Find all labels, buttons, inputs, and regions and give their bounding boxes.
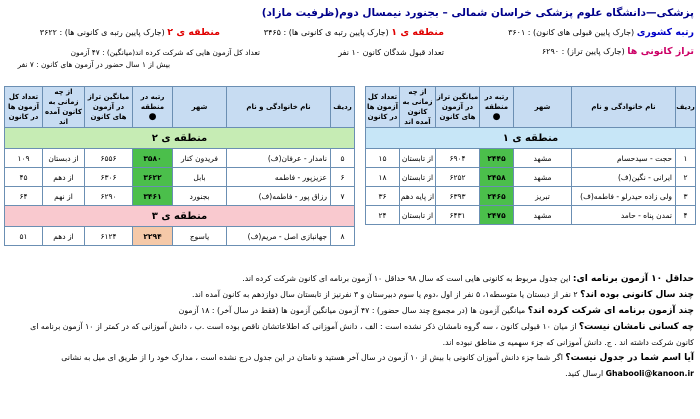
cell-total: ۲۴ bbox=[366, 206, 400, 225]
cell-idx: ۶ bbox=[331, 168, 355, 187]
note-1-question: حداقل ۱۰ آزمون برنامه ای: bbox=[572, 274, 694, 284]
cell-avg: ۶۴۳۱ bbox=[436, 206, 480, 225]
cell-name: حجت - سیدحسام bbox=[572, 149, 676, 168]
region1-table bbox=[365, 86, 696, 225]
note-2 bbox=[6, 287, 694, 303]
note-4b: کانون شرکت داشته اند . ج. دانش آموزانی که جزء سهمیه ی مناطق نبوده اند. bbox=[442, 338, 694, 347]
col-avg: میانگین تراز در آزمون های کانون bbox=[85, 87, 133, 128]
note-5b bbox=[6, 366, 694, 381]
rank-text: (جارک پایین قبولی های کانون) : ۳۶۰۱ bbox=[508, 28, 635, 37]
note-3 bbox=[6, 303, 694, 319]
cell-idx: ۵ bbox=[331, 149, 355, 168]
taraz-text: (جارک پایین تراز) : ۶۲۹۰ bbox=[541, 47, 625, 56]
cell-city: تبریز bbox=[514, 187, 572, 206]
note-2-answer: ۲ نفر از دبستان یا متوسطه۱، ۵ نفر از اول ،دوم یا سوم دبیرستان و ۳ نفرنیز از تابستان سال دوازدهم به کانون آمده اند. bbox=[192, 290, 578, 299]
note-1-answer: این جدول مربوط به کانونی هایی است که سال ۹۸ حداقل ۱۰ آزمون برنامه ای کانون شرکت کرده اند. bbox=[242, 274, 571, 283]
table-row bbox=[5, 227, 355, 246]
region1-row bbox=[366, 128, 696, 149]
col-name: نام خانوادگی و نام bbox=[572, 87, 676, 128]
cell-name: رزاق پور - فاطمه(ف) bbox=[227, 187, 331, 206]
cell-city: مشهد bbox=[514, 149, 572, 168]
col-city: شهر bbox=[173, 87, 227, 128]
cell-avg: ۶۵۵۶ bbox=[85, 149, 133, 168]
note-4-question: چه کسانی نامشان نیست؟ bbox=[578, 322, 694, 332]
col-avg: میانگین تراز در آزمون های کانون bbox=[436, 87, 480, 128]
cell-total: ۱۰۹ bbox=[5, 149, 43, 168]
table-row bbox=[5, 149, 355, 168]
table-row bbox=[366, 206, 696, 225]
cell-city: بابل bbox=[173, 168, 227, 187]
total-exams-text: تعداد کل آزمون هایی که شرکت کرده اند(میانگین) : ۴۷ آزمون bbox=[70, 48, 260, 57]
table-row bbox=[5, 168, 355, 187]
note-5-question: آیا اسم شما در جدول نیست؟ bbox=[565, 353, 694, 363]
cell-rank: ۳۶۲۲ bbox=[133, 168, 173, 187]
col-rank: رتبه در منطقه ● bbox=[133, 87, 173, 128]
cell-rank: ۲۴۵۸ bbox=[480, 168, 514, 187]
cell-rank: ۲۴۴۵ bbox=[480, 149, 514, 168]
accepted-text: تعداد قبول شدگان کانون ۱۰ نفر bbox=[338, 48, 444, 57]
taraz-label: تراز کانونی ها bbox=[627, 46, 694, 57]
cell-rank: ۲۴۶۵ bbox=[480, 187, 514, 206]
note-1 bbox=[6, 271, 694, 287]
cell-city: یاسوج bbox=[173, 227, 227, 246]
region2-label: منطقه ی ۲ bbox=[5, 128, 355, 149]
cell-idx: ۴ bbox=[676, 206, 696, 225]
region2-text: (جارک پایین رتبه ی کانونی ها) : ۳۶۲۲ bbox=[39, 28, 165, 37]
col-city: شهر bbox=[514, 87, 572, 128]
rank-label: رتبه کشوری bbox=[636, 27, 694, 38]
rank-line bbox=[508, 27, 694, 38]
header bbox=[0, 0, 700, 73]
note-5 bbox=[6, 350, 694, 366]
note-2-question: چند سال کانونی بوده اند؟ bbox=[580, 290, 694, 300]
region1-line bbox=[264, 27, 444, 38]
cell-from: از دهم bbox=[43, 168, 85, 187]
cell-total: ۱۵ bbox=[366, 149, 400, 168]
col-name: نام خانوادگی و نام bbox=[227, 87, 331, 128]
region3-row bbox=[5, 206, 355, 227]
cell-from: از نهم bbox=[43, 187, 85, 206]
over-year-text: بیش از ۱ سال حضور در آزمون های کانون : ۷ نفر bbox=[17, 60, 170, 69]
cell-rank: ۳۴۶۱ bbox=[133, 187, 173, 206]
cell-idx: ۲ bbox=[676, 168, 696, 187]
cell-city: مشهد bbox=[514, 206, 572, 225]
note-3-question: چند آزمون برنامه ای شرکت کرده اند؟ bbox=[527, 306, 694, 316]
cell-city: بجنورد bbox=[173, 187, 227, 206]
cell-from: از پایه دهم bbox=[400, 187, 436, 206]
note-4 bbox=[6, 319, 694, 335]
cell-rank: ۲۴۷۵ bbox=[480, 206, 514, 225]
cell-city: مشهد bbox=[514, 168, 572, 187]
note-4-answer: از میان ۱۰ قبولی کانون ، سه گروه نامشان ذکر نشده است : الف ، دانش آموزانی که اطلاعاتشان ناقص بوده است .ب ، دانش آموزانی که در کمتر از ۱۰ آزمون برنامه ای bbox=[30, 322, 577, 331]
cell-rank: ۳۵۸۰ bbox=[133, 149, 173, 168]
table-row bbox=[366, 187, 696, 206]
cell-total: ۴۵ bbox=[5, 168, 43, 187]
page-title: پزشکی—دانشگاه علوم پزشکی خراسان شمالی – بجنورد نیمسال دوم(ظرفیت مازاد) bbox=[261, 7, 694, 19]
col-rank: رتبه در منطقه ● bbox=[480, 87, 514, 128]
cell-avg: ۶۳۹۳ bbox=[436, 187, 480, 206]
cell-avg: ۶۲۵۲ bbox=[436, 168, 480, 187]
note-5-answer: اگر شما جزء دانش آموزان کانونی با بیش از ۱۰ آزمون در سال آخر هستید و نامتان در این جدول درج نشده است ، مدارک خود را از طریق ای میل به نشانی bbox=[61, 353, 563, 362]
cell-avg: ۶۱۲۴ bbox=[85, 227, 133, 246]
col-idx: ردیف bbox=[676, 87, 696, 128]
cell-from: از تابستان bbox=[400, 168, 436, 187]
region1-text: (جارک پایین رتبه ی کانونی ها) : ۳۴۶۵ bbox=[263, 28, 389, 37]
cell-name: جهانبازی اصل - مریم(ف) bbox=[227, 227, 331, 246]
note-5b-text: ارسال کنید. bbox=[565, 369, 604, 378]
cell-total: ۶۴ bbox=[5, 187, 43, 206]
region1-label: منطقه ی ۱ bbox=[391, 27, 444, 38]
cell-name: ولی زاده حیدرلو - فاطمه(ف) bbox=[572, 187, 676, 206]
cell-from: از تابستان bbox=[400, 149, 436, 168]
email-link[interactable]: Ghabooli@kanoon.ir bbox=[605, 369, 694, 378]
cell-name: نامدار - عرفان(ف) bbox=[227, 149, 331, 168]
col-from: از چه زمانی به کانون آمده اند bbox=[400, 87, 436, 128]
cell-city: فریدون کنار bbox=[173, 149, 227, 168]
cell-from: از دبستان bbox=[43, 149, 85, 168]
note-3-answer: میانگین آزمون ها (در مجموع چند سال حضور) : ۴۷ آزمون میانگین آزمون ها (فقط در سال آخر) : ۱۸ آزمون bbox=[178, 306, 526, 315]
region2-row bbox=[5, 128, 355, 149]
col-idx: ردیف bbox=[331, 87, 355, 128]
region3-label: منطقه ی ۳ bbox=[5, 206, 355, 227]
cell-idx: ۷ bbox=[331, 187, 355, 206]
cell-rank: ۲۲۹۴ bbox=[133, 227, 173, 246]
notes bbox=[6, 271, 694, 381]
cell-name: عزیزپور - فاطمه bbox=[227, 168, 331, 187]
cell-avg: ۶۳۰۶ bbox=[85, 168, 133, 187]
taraz-line bbox=[542, 46, 694, 57]
table-row bbox=[366, 149, 696, 168]
cell-idx: ۸ bbox=[331, 227, 355, 246]
col-total: تعداد کل آزمون ها در کانون bbox=[5, 87, 43, 128]
cell-total: ۱۸ bbox=[366, 168, 400, 187]
region1-label: منطقه ی ۱ bbox=[366, 128, 696, 149]
region2-3-table bbox=[4, 86, 355, 246]
cell-idx: ۳ bbox=[676, 187, 696, 206]
cell-name: تمدن پناه - حامد bbox=[572, 206, 676, 225]
cell-avg: ۶۲۹۰ bbox=[85, 187, 133, 206]
col-from: از چه زمانی به کانون آمده اند bbox=[43, 87, 85, 128]
col-total: تعداد کل آزمون ها در کانون bbox=[366, 87, 400, 128]
cell-total: ۵۱ bbox=[5, 227, 43, 246]
cell-total: ۳۶ bbox=[366, 187, 400, 206]
region2-line bbox=[40, 27, 220, 38]
cell-from: از تابستان bbox=[400, 206, 436, 225]
cell-avg: ۶۹۰۴ bbox=[436, 149, 480, 168]
table-row bbox=[366, 168, 696, 187]
cell-idx: ۱ bbox=[676, 149, 696, 168]
cell-name: ایرانی - نگین(ف) bbox=[572, 168, 676, 187]
table-row bbox=[5, 187, 355, 206]
cell-from: از دهم bbox=[43, 227, 85, 246]
region2-label: منطقه ی ۲ bbox=[167, 27, 220, 38]
